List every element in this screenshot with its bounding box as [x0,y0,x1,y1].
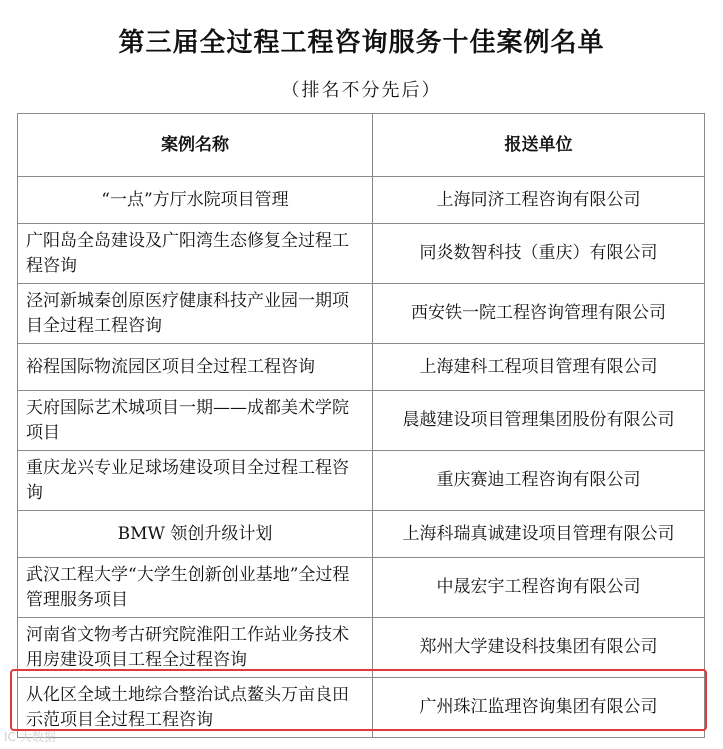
page-title: 第三届全过程工程咨询服务十佳案例名单 [118,28,605,58]
unit-cell: 郑州大学建设科技集团有限公司 [373,618,705,678]
unit-cell: 重庆赛迪工程咨询有限公司 [373,451,705,511]
unit-cell: 同炎数智科技（重庆）有限公司 [373,224,705,284]
case-name-cell: 广阳岛全岛建设及广阳湾生态修复全过程工程咨询 [18,224,373,284]
unit-cell: 上海科瑞真诚建设项目管理有限公司 [373,511,705,558]
table-row [18,177,705,224]
table-row [18,224,705,284]
highlight-box [10,669,707,731]
case-name-cell: 重庆龙兴专业足球场建设项目全过程工程咨询 [18,451,373,511]
page-subtitle: （排名不分先后） [281,80,442,101]
header-submitting-unit: 报送单位 [373,114,705,177]
table-row [18,558,705,618]
table-row [18,284,705,344]
unit-cell: 上海建科工程项目管理有限公司 [373,344,705,391]
unit-cell: 晨越建设项目管理集团股份有限公司 [373,391,705,451]
unit-cell: 上海同济工程咨询有限公司 [373,177,705,224]
case-name-cell: 从化区全域土地综合整治试点鳌头万亩良田示范项目全过程工程咨询 [18,678,373,738]
watermark-text: IC 大数据 [4,730,56,744]
case-name-cell: BMW 领创升级计划 [18,511,373,558]
table-row [18,451,705,511]
unit-cell: 西安铁一院工程咨询管理有限公司 [373,284,705,344]
unit-cell: 中晟宏宇工程咨询有限公司 [373,558,705,618]
case-name-cell: 河南省文物考古研究院淮阳工作站业务技术用房建设项目工程全过程咨询 [18,618,373,678]
table-header-row [18,114,705,177]
unit-cell: 广州珠江监理咨询集团有限公司 [373,678,705,738]
case-name-cell: “一点”方厅水院项目管理 [18,177,373,224]
case-name-cell: 裕程国际物流园区项目全过程工程咨询 [18,344,373,391]
header-case-name: 案例名称 [18,114,373,177]
table-row [18,511,705,558]
case-name-cell: 天府国际艺术城项目一期——成都美术学院项目 [18,391,373,451]
table-row [18,344,705,391]
case-name-cell: 武汉工程大学“大学生创新创业基地”全过程管理服务项目 [18,558,373,618]
case-list-table [17,113,705,738]
case-name-cell: 泾河新城秦创原医疗健康科技产业园一期项目全过程工程咨询 [18,284,373,344]
table-row [18,391,705,451]
